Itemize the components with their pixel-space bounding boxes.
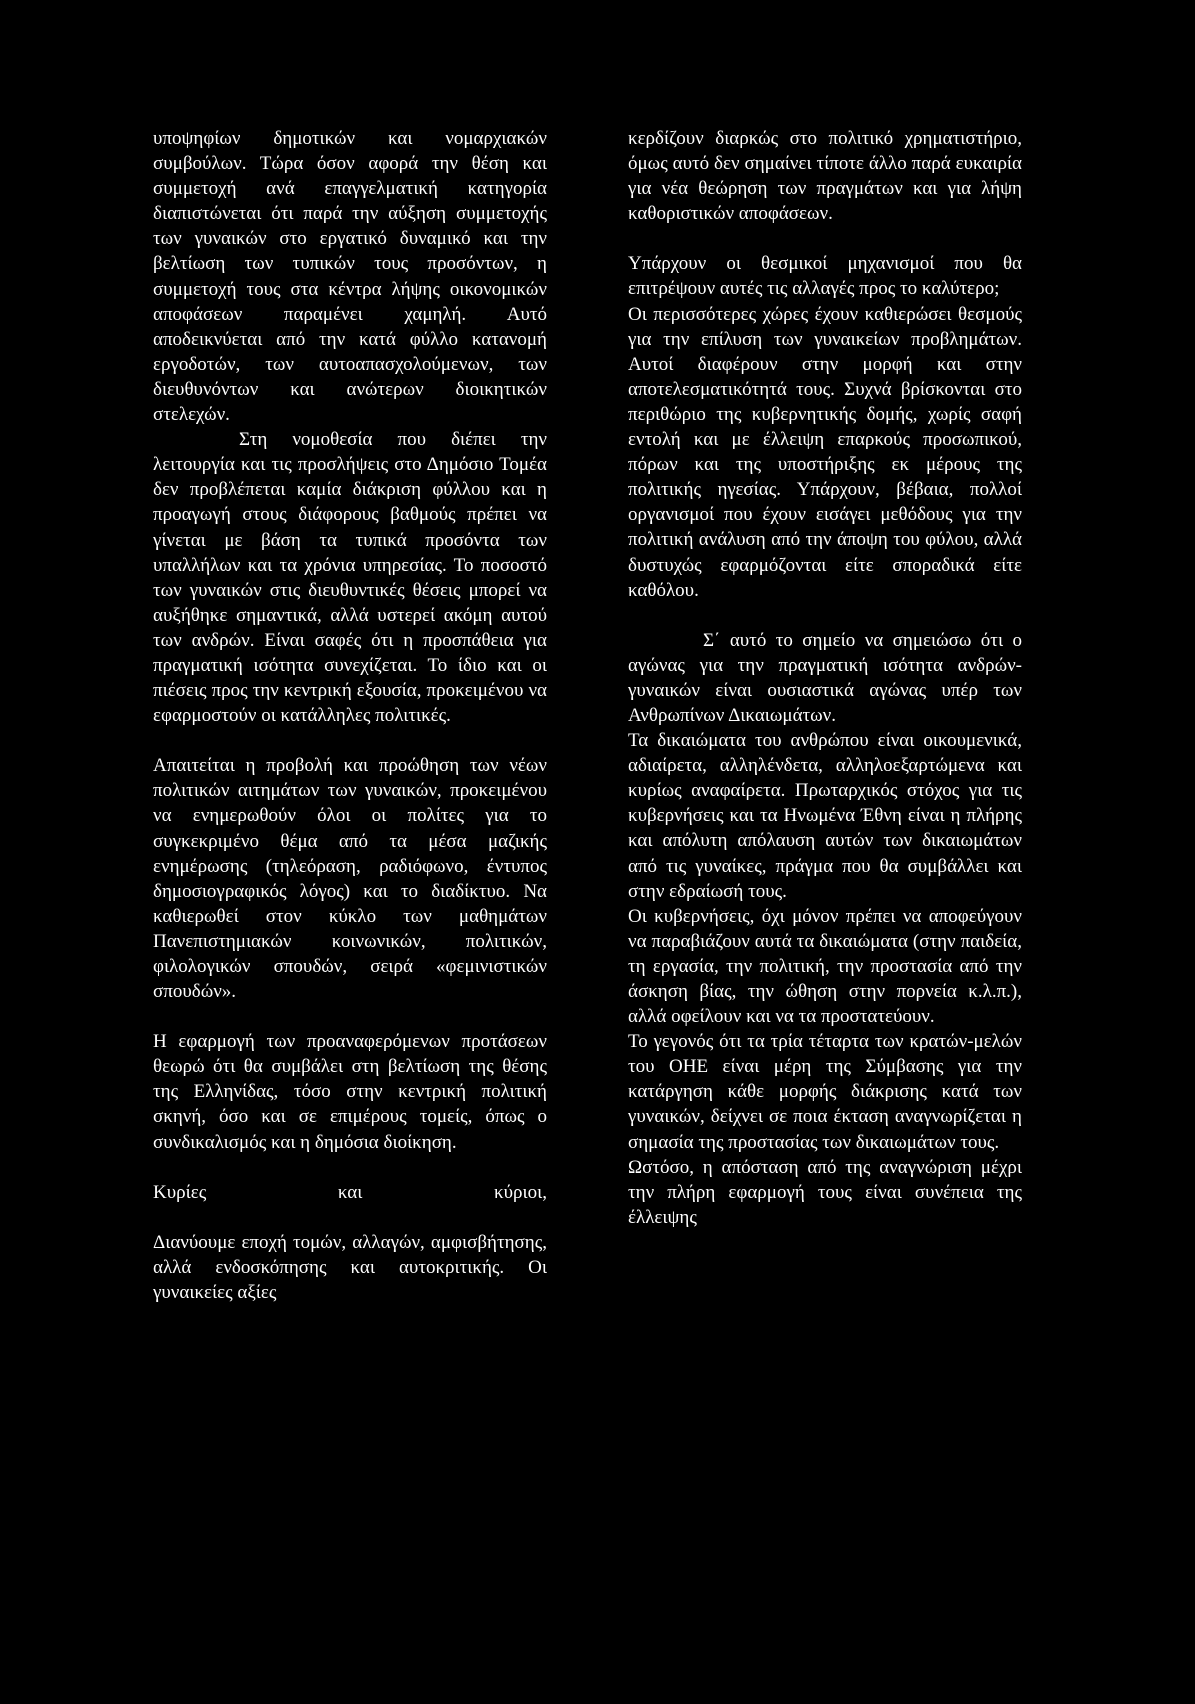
paragraph-representation: υποψηφίων δημοτικών και νομαρχιακών συμβούλων. Τώρα όσον αφορά την θέση και συμμετοχή ανά επαγγελματική κατηγορία διαπιστώνεται ότι παρά την αύξηση συμμετοχής των γυναικών στο εργατικό δυναμικό και την βελτίωση των τυπικών τους προσόντων, η συμμετοχή τους στα κέντρα λήψης οικονομικών αποφάσεων παραμένει χαμηλή. Αυτό αποδεικνύεται από την κατά φύλλο κατανομή εργοδοτών, των αυτοαπασχολούμενων, των διευθυνόντων και ανώτερων διοικητικών στελεχών. [153,128,547,426]
paragraph-un-convention: Το γεγονός ότι τα τρία τέταρτα των κρατών-μελών του ΟΗΕ είναι μέρη της Σύμβασης για την κατάργηση κάθε μορφής διάκρισης κατά των γυναικών, δείχνει σε ποια έκταση αναγνωρίζεται η σημασία της προστασίας των δικαιωμάτων τους. [628,1031,1022,1153]
paragraph-governments-duty: Οι κυβερνήσεις, όχι μόνον πρέπει να αποφεύγουν να παραβιάζουν αυτά τα δικαιώματα (στην παιδεία, τη εργασία, την πολιτική, την προστασία από την άσκηση βίας, την ώθηση στην πορνεία κ.λ.π.), αλλά οφείλουν και να τα προστατεύουν. [628,905,1022,1028]
paragraph-rights-universal: Τα δικαιώματα του ανθρώπου είναι οικουμενικά, αδιαίρετα, αλληλένδετα, αλληλοεξαρτώμενα και κυρίως αναφαίρετα. Πρωταρχικός στόχος για τις κυβερνήσεις και τα Ηνωμένα Έθνη είναι η πλήρης και απόλυτη απόλαυση αυτών των δικαιωμάτων από τις γυναίκες, πράγμα που θα συμβάλλει και στην εδραίωσή τους. [628,730,1022,902]
paragraph-implementation-gap: Ωστόσο, η απόσταση από της αναγνώριση μέχρι την πλήρη εφαρμογή τους είναι συνέπεια της έλλειψης [628,1156,1022,1228]
right-column [628,126,1022,1230]
paragraph-political-stock: κερδίζουν διαρκώς στο πολιτικό χρηματιστήριο, όμως αυτό δεν σημαίνει τίποτε άλλο παρά ευκαιρία για νέα θεώρηση των πραγμάτων και για λήψη καθοριστικών αποφάσεων. [628,128,1022,225]
paragraph-salutation: Κυρίες και κύριοι, [153,1181,547,1203]
paragraph-institutional-question: Υπάρχουν οι θεσμικοί μηχανισμοί που θα επιτρέψουν αυτές τις αλλαγές προς το καλύτερο; [628,253,1022,300]
paragraph-human-rights: Σ΄ αυτό το σημείο να σημειώσω ότι ο αγώνας για την πραγματική ισότητα ανδρών-γυναικών είναι ουσιαστικά αγώνας υπέρ των Ανθρωπίνων Δικαιωμάτων. [628,629,1022,726]
paragraph-era-of-change: Διανύουμε εποχή τομών, αλλαγών, αμφισβήτησης, αλλά ενδοσκόπησης και αυτοκριτικής. Οι γυναικείες αξίες [153,1231,547,1303]
left-column [153,126,547,1305]
paragraph-proposals: Η εφαρμογή των προαναφερόμενων προτάσεων θεωρώ ότι θα συμβάλει στη βελτίωση της θέσης της Ελληνίδας, τόσο στην κεντρική πολιτική σκηνή, όσο και σε επιμέρους τομείς, όπως ο συνδικαλισμός και η δημόσια διοίκηση. [153,1031,547,1153]
paragraph-public-sector: Στη νομοθεσία που διέπει την λειτουργία και τις προσλήψεις στο Δημόσιο Τομέα δεν προβλέπεται καμία διάκριση φύλλου και η προαγωγή στους διάφορους βαθμούς πρέπει να γίνεται με βάση τα τυπικά προσόντα των υπαλλήλων και τα χρόνια υπηρεσίας. Το ποσοστό των γυναικών στις διευθυντικές θέσεις μπορεί να αυξήθηκε σημαντικά, αλλά υστερεί ακόμη αυτού των ανδρών. Είναι σαφές ότι η προσπάθεια για πραγματική ισότητα συνεχίζεται. Το ίδιο και οι πιέσεις προς την κεντρική εξουσία, προκειμένου να εφαρμοστούν οι κατάλληλες πολιτικές. [153,429,547,727]
paragraph-institutions: Οι περισσότερες χώρες έχουν καθιερώσει θεσμούς για την επίλυση των γυναικείων προβλημάτων. Αυτοί διαφέρουν στην μορφή και στην αποτελεσματικότητά τους. Συχνά βρίσκονται στο περιθώριο της κυβερνητικής δομής, χωρίς σαφή εντολή και με έλλειψη επαρκούς προσωπικού, πόρων και της υποστήριξης εκ μέρους της πολιτικής ηγεσίας. Υπάρχουν, βέβαια, πολλοί οργανισμοί που έχουν εισάγει μεθόδους για την πολιτική ανάλυση από την άποψη του φύλου, αλλά δυστυχώς εφαρμόζονται είτε σποραδικά είτε καθόλου. [628,303,1022,601]
paragraph-promotion-demands: Απαιτείται η προβολή και προώθηση των νέων πολιτικών αιτημάτων των γυναικών, προκειμένου να ενημερωθούν όλοι οι πολίτες για το συγκεκριμένο θέμα από τα μέσα μαζικής ενημέρωσης (τηλεόραση, ραδιόφωνο, έντυπος δημοσιογραφικός λόγος) και το διαδίκτυο. Να καθιερωθεί στον κύκλο των μαθημάτων Πανεπιστημιακών κοινωνικών, πολιτικών, φιλολογικών σπουδών, σειρά «φεμινιστικών σπουδών». [153,755,547,1003]
